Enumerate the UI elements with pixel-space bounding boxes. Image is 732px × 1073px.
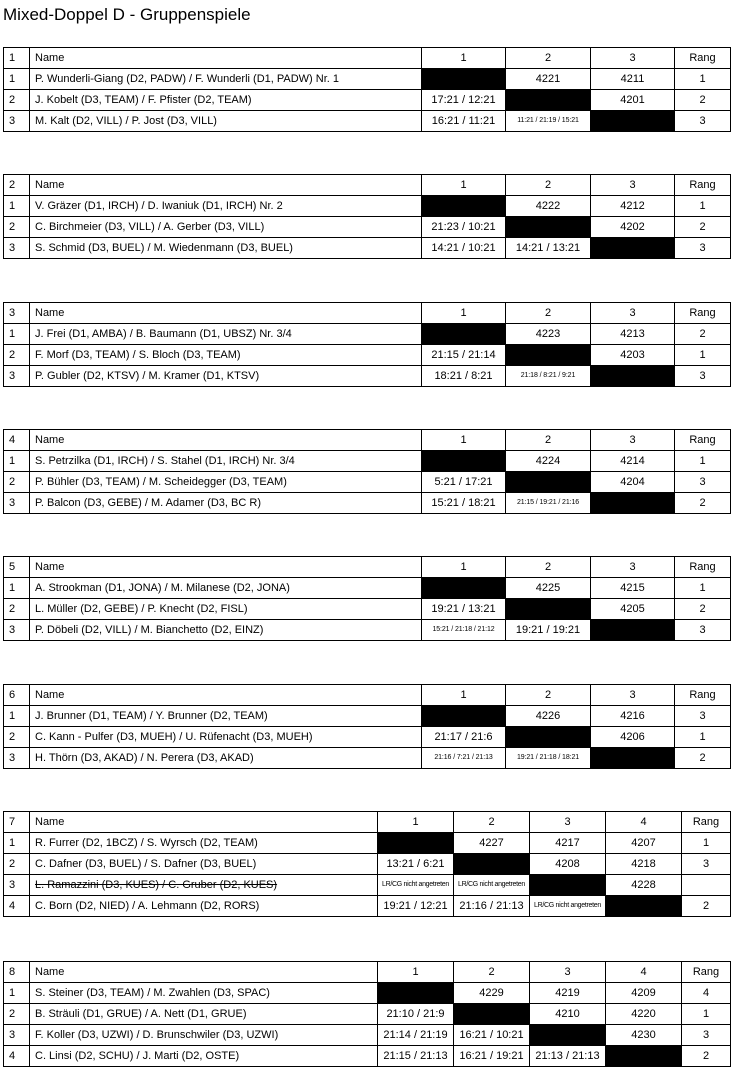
team-name-cell: H. Thörn (D3, AKAD) / N. Perera (D3, AKAD) — [30, 748, 422, 769]
match-result-cell: 21:17 / 21:6 — [422, 727, 506, 748]
rank-cell: 3 — [675, 472, 731, 493]
rank-cell: 1 — [675, 451, 731, 472]
rank-cell — [682, 875, 731, 896]
self-match-cell — [530, 875, 606, 896]
match-result-cell: 4208 — [530, 854, 606, 875]
self-match-cell — [422, 451, 506, 472]
opponent-column-header: 3 — [591, 303, 675, 324]
match-result-cell: 4225 — [506, 578, 591, 599]
opponent-column-header: 2 — [506, 48, 591, 69]
rank-column-header: Rang — [675, 557, 731, 578]
name-column-header: Name — [30, 812, 378, 833]
rank-cell: 2 — [675, 493, 731, 514]
rank-column-header: Rang — [675, 685, 731, 706]
table-row — [4, 1004, 731, 1025]
rank-cell: 3 — [682, 854, 731, 875]
group-number: 5 — [4, 557, 30, 578]
team-name-cell: C. Dafner (D3, BUEL) / S. Dafner (D3, BUEL) — [30, 854, 378, 875]
match-result-cell: 4227 — [454, 833, 530, 854]
group-header-row — [4, 175, 731, 196]
opponent-column-header: 3 — [591, 430, 675, 451]
position-cell: 2 — [4, 599, 30, 620]
opponent-column-header: 1 — [422, 430, 506, 451]
rank-cell: 2 — [675, 90, 731, 111]
match-result-cell: 4212 — [591, 196, 675, 217]
position-cell: 4 — [4, 1046, 30, 1067]
group-number: 4 — [4, 430, 30, 451]
group-table-7 — [3, 811, 731, 917]
rank-cell: 1 — [682, 833, 731, 854]
rank-cell: 2 — [675, 324, 731, 345]
match-result-cell: 4224 — [506, 451, 591, 472]
self-match-cell — [506, 727, 591, 748]
rank-cell: 3 — [675, 366, 731, 387]
name-column-header: Name — [30, 303, 422, 324]
rank-cell: 1 — [675, 578, 731, 599]
match-result-cell: 21:23 / 10:21 — [422, 217, 506, 238]
match-result-cell: 19:21 / 19:21 — [506, 620, 591, 641]
team-name-cell: S. Schmid (D3, BUEL) / M. Wiedenmann (D3, BUEL) — [30, 238, 422, 259]
rank-cell: 3 — [675, 620, 731, 641]
rank-cell: 4 — [682, 983, 731, 1004]
position-cell: 2 — [4, 854, 30, 875]
opponent-column-header: 2 — [506, 430, 591, 451]
opponent-column-header: 2 — [454, 962, 530, 983]
position-cell: 1 — [4, 833, 30, 854]
table-row — [4, 69, 731, 90]
rank-column-header: Rang — [675, 430, 731, 451]
self-match-cell — [378, 983, 454, 1004]
team-name-cell: C. Born (D2, NIED) / A. Lehmann (D2, RORS) — [30, 896, 378, 917]
group-table-1 — [3, 47, 731, 132]
name-column-header: Name — [30, 48, 422, 69]
table-row — [4, 196, 731, 217]
group-header-row — [4, 557, 731, 578]
group-number: 6 — [4, 685, 30, 706]
match-result-cell: 4205 — [591, 599, 675, 620]
name-column-header: Name — [30, 430, 422, 451]
match-result-cell: 4206 — [591, 727, 675, 748]
match-result-cell: 4217 — [530, 833, 606, 854]
opponent-column-header: 3 — [530, 962, 606, 983]
rank-cell: 3 — [675, 706, 731, 727]
team-name-cell: J. Brunner (D1, TEAM) / Y. Brunner (D2, TEAM) — [30, 706, 422, 727]
position-cell: 3 — [4, 748, 30, 769]
opponent-column-header: 3 — [591, 685, 675, 706]
team-name-cell: L. Müller (D2, GEBE) / P. Knecht (D2, FISL) — [30, 599, 422, 620]
table-row — [4, 345, 731, 366]
match-result-cell: LR/CG nicht angetreten — [530, 896, 606, 917]
page-title: Mixed-Doppel D - Gruppenspiele — [3, 5, 251, 24]
opponent-column-header: 1 — [378, 812, 454, 833]
opponent-column-header: 1 — [422, 685, 506, 706]
self-match-cell — [378, 833, 454, 854]
rank-cell: 2 — [682, 896, 731, 917]
match-result-cell: 21:18 / 8:21 / 9:21 — [506, 366, 591, 387]
match-result-cell: 5:21 / 17:21 — [422, 472, 506, 493]
position-cell: 1 — [4, 983, 30, 1004]
match-result-cell: 21:16 / 21:13 — [454, 896, 530, 917]
match-result-cell: 15:21 / 18:21 — [422, 493, 506, 514]
table-row — [4, 983, 731, 1004]
match-result-cell: 19:21 / 13:21 — [422, 599, 506, 620]
match-result-cell: 21:10 / 21:9 — [378, 1004, 454, 1025]
group-number: 7 — [4, 812, 30, 833]
team-name-cell: L. Ramazzini (D3, KUES) / C. Gruber (D2, KUES) — [30, 875, 378, 896]
opponent-column-header: 3 — [591, 48, 675, 69]
table-row — [4, 1025, 731, 1046]
table-row — [4, 578, 731, 599]
team-name-cell: V. Gräzer (D1, IRCH) / D. Iwaniuk (D1, IRCH) Nr. 2 — [30, 196, 422, 217]
position-cell: 3 — [4, 493, 30, 514]
table-row — [4, 324, 731, 345]
table-row — [4, 599, 731, 620]
match-result-cell: 4201 — [591, 90, 675, 111]
match-result-cell: 4203 — [591, 345, 675, 366]
match-result-cell: LR/CG nicht angetreten — [378, 875, 454, 896]
rank-cell: 2 — [675, 217, 731, 238]
match-result-cell: 14:21 / 13:21 — [506, 238, 591, 259]
rank-cell: 2 — [675, 748, 731, 769]
team-name-cell: B. Sträuli (D1, GRUE) / A. Nett (D1, GRUE) — [30, 1004, 378, 1025]
group-header-row — [4, 962, 731, 983]
group-header-row — [4, 303, 731, 324]
match-result-cell: 16:21 / 10:21 — [454, 1025, 530, 1046]
self-match-cell — [591, 493, 675, 514]
opponent-column-header: 4 — [606, 812, 682, 833]
match-result-cell: 4202 — [591, 217, 675, 238]
match-result-cell: 21:16 / 7:21 / 21:13 — [422, 748, 506, 769]
group-header-row — [4, 685, 731, 706]
table-row — [4, 896, 731, 917]
rank-cell: 2 — [675, 599, 731, 620]
team-name-cell: P. Bühler (D3, TEAM) / M. Scheidegger (D3, TEAM) — [30, 472, 422, 493]
self-match-cell — [422, 706, 506, 727]
match-result-cell: 16:21 / 19:21 — [454, 1046, 530, 1067]
match-result-cell: 11:21 / 21:19 / 15:21 — [506, 111, 591, 132]
opponent-column-header: 1 — [422, 303, 506, 324]
match-result-cell: 14:21 / 10:21 — [422, 238, 506, 259]
match-result-cell: LR/CG nicht angetreten — [454, 875, 530, 896]
team-name-cell: J. Kobelt (D3, TEAM) / F. Pfister (D2, TEAM) — [30, 90, 422, 111]
match-result-cell: 4215 — [591, 578, 675, 599]
match-result-cell: 4220 — [606, 1004, 682, 1025]
match-result-cell: 4210 — [530, 1004, 606, 1025]
self-match-cell — [506, 90, 591, 111]
self-match-cell — [422, 196, 506, 217]
name-column-header: Name — [30, 175, 422, 196]
opponent-column-header: 1 — [422, 175, 506, 196]
match-result-cell: 21:15 / 21:13 — [378, 1046, 454, 1067]
position-cell: 1 — [4, 578, 30, 599]
position-cell: 3 — [4, 1025, 30, 1046]
self-match-cell — [606, 896, 682, 917]
rank-cell: 3 — [682, 1025, 731, 1046]
rank-column-header: Rang — [675, 48, 731, 69]
table-row — [4, 366, 731, 387]
match-result-cell: 21:15 / 19:21 / 21:16 — [506, 493, 591, 514]
match-result-cell: 4211 — [591, 69, 675, 90]
match-result-cell: 15:21 / 21:18 / 21:12 — [422, 620, 506, 641]
self-match-cell — [591, 620, 675, 641]
rank-cell: 1 — [675, 69, 731, 90]
opponent-column-header: 2 — [454, 812, 530, 833]
name-column-header: Name — [30, 557, 422, 578]
match-result-cell: 21:15 / 21:14 — [422, 345, 506, 366]
team-name-cell: P. Gubler (D2, KTSV) / M. Kramer (D1, KTSV) — [30, 366, 422, 387]
position-cell: 2 — [4, 727, 30, 748]
table-row — [4, 833, 731, 854]
match-result-cell: 4229 — [454, 983, 530, 1004]
table-row — [4, 875, 731, 896]
table-row — [4, 217, 731, 238]
team-name-cell: M. Kalt (D2, VILL) / P. Jost (D3, VILL) — [30, 111, 422, 132]
match-result-cell: 4226 — [506, 706, 591, 727]
group-table-6 — [3, 684, 731, 769]
opponent-column-header: 2 — [506, 303, 591, 324]
position-cell: 1 — [4, 706, 30, 727]
position-cell: 3 — [4, 366, 30, 387]
opponent-column-header: 3 — [591, 557, 675, 578]
position-cell: 3 — [4, 111, 30, 132]
rank-cell: 1 — [675, 196, 731, 217]
table-row — [4, 238, 731, 259]
position-cell: 4 — [4, 896, 30, 917]
match-result-cell: 4222 — [506, 196, 591, 217]
self-match-cell — [506, 345, 591, 366]
match-result-cell: 4219 — [530, 983, 606, 1004]
self-match-cell — [530, 1025, 606, 1046]
position-cell: 1 — [4, 196, 30, 217]
opponent-column-header: 3 — [530, 812, 606, 833]
table-row — [4, 111, 731, 132]
match-result-cell: 4204 — [591, 472, 675, 493]
opponent-column-header: 1 — [422, 48, 506, 69]
group-table-5 — [3, 556, 731, 641]
group-header-row — [4, 812, 731, 833]
team-name-cell: F. Morf (D3, TEAM) / S. Bloch (D3, TEAM) — [30, 345, 422, 366]
group-header-row — [4, 48, 731, 69]
table-row — [4, 472, 731, 493]
match-result-cell: 13:21 / 6:21 — [378, 854, 454, 875]
table-row — [4, 727, 731, 748]
match-result-cell: 4213 — [591, 324, 675, 345]
position-cell: 3 — [4, 238, 30, 259]
table-row — [4, 1046, 731, 1067]
opponent-column-header: 3 — [591, 175, 675, 196]
opponent-column-header: 1 — [422, 557, 506, 578]
team-name-cell: P. Wunderli-Giang (D2, PADW) / F. Wunderli (D1, PADW) Nr. 1 — [30, 69, 422, 90]
match-result-cell: 4209 — [606, 983, 682, 1004]
position-cell: 2 — [4, 472, 30, 493]
table-row — [4, 90, 731, 111]
table-row — [4, 620, 731, 641]
self-match-cell — [422, 324, 506, 345]
match-result-cell: 4221 — [506, 69, 591, 90]
match-result-cell: 21:13 / 21:13 — [530, 1046, 606, 1067]
self-match-cell — [454, 854, 530, 875]
group-number: 3 — [4, 303, 30, 324]
team-name-cell: R. Furrer (D2, 1BCZ) / S. Wyrsch (D2, TEAM) — [30, 833, 378, 854]
match-result-cell: 17:21 / 12:21 — [422, 90, 506, 111]
position-cell: 1 — [4, 451, 30, 472]
self-match-cell — [606, 1046, 682, 1067]
self-match-cell — [591, 748, 675, 769]
table-row — [4, 854, 731, 875]
team-name-cell: C. Linsi (D2, SCHU) / J. Marti (D2, OSTE) — [30, 1046, 378, 1067]
rank-cell: 3 — [675, 238, 731, 259]
table-row — [4, 748, 731, 769]
position-cell: 2 — [4, 1004, 30, 1025]
self-match-cell — [591, 238, 675, 259]
team-name-cell: S. Petrzilka (D1, IRCH) / S. Stahel (D1, IRCH) Nr. 3/4 — [30, 451, 422, 472]
name-column-header: Name — [30, 962, 378, 983]
rank-column-header: Rang — [675, 303, 731, 324]
team-name-cell: P. Döbeli (D2, VILL) / M. Bianchetto (D2, EINZ) — [30, 620, 422, 641]
rank-cell: 2 — [682, 1046, 731, 1067]
position-cell: 1 — [4, 69, 30, 90]
group-table-3 — [3, 302, 731, 387]
position-cell: 2 — [4, 345, 30, 366]
group-table-2 — [3, 174, 731, 259]
opponent-column-header: 4 — [606, 962, 682, 983]
match-result-cell: 19:21 / 21:18 / 18:21 — [506, 748, 591, 769]
team-name-cell: A. Strookman (D1, JONA) / M. Milanese (D2, JONA) — [30, 578, 422, 599]
self-match-cell — [591, 111, 675, 132]
opponent-column-header: 2 — [506, 175, 591, 196]
self-match-cell — [422, 69, 506, 90]
rank-cell: 1 — [675, 345, 731, 366]
self-match-cell — [454, 1004, 530, 1025]
group-table-8 — [3, 961, 731, 1067]
self-match-cell — [506, 599, 591, 620]
rank-cell: 1 — [675, 727, 731, 748]
team-name-cell: P. Balcon (D3, GEBE) / M. Adamer (D3, BC R) — [30, 493, 422, 514]
name-column-header: Name — [30, 685, 422, 706]
position-cell: 1 — [4, 324, 30, 345]
match-result-cell: 4207 — [606, 833, 682, 854]
match-result-cell: 16:21 / 11:21 — [422, 111, 506, 132]
match-result-cell: 4216 — [591, 706, 675, 727]
self-match-cell — [422, 578, 506, 599]
group-header-row — [4, 430, 731, 451]
self-match-cell — [506, 217, 591, 238]
position-cell: 2 — [4, 90, 30, 111]
match-result-cell: 4223 — [506, 324, 591, 345]
match-result-cell: 18:21 / 8:21 — [422, 366, 506, 387]
group-number: 2 — [4, 175, 30, 196]
team-name-cell: S. Steiner (D3, TEAM) / M. Zwahlen (D3, SPAC) — [30, 983, 378, 1004]
match-result-cell: 4228 — [606, 875, 682, 896]
rank-column-header: Rang — [682, 812, 731, 833]
rank-column-header: Rang — [675, 175, 731, 196]
position-cell: 3 — [4, 620, 30, 641]
group-number: 8 — [4, 962, 30, 983]
position-cell: 3 — [4, 875, 30, 896]
team-name-cell: C. Birchmeier (D3, VILL) / A. Gerber (D3, VILL) — [30, 217, 422, 238]
rank-cell: 3 — [675, 111, 731, 132]
group-number: 1 — [4, 48, 30, 69]
table-row — [4, 451, 731, 472]
table-row — [4, 493, 731, 514]
match-result-cell: 4230 — [606, 1025, 682, 1046]
rank-column-header: Rang — [682, 962, 731, 983]
team-name-cell: C. Kann - Pulfer (D3, MUEH) / U. Rüfenacht (D3, MUEH) — [30, 727, 422, 748]
match-result-cell: 19:21 / 12:21 — [378, 896, 454, 917]
match-result-cell: 4218 — [606, 854, 682, 875]
team-name-cell: F. Koller (D3, UZWI) / D. Brunschwiler (D3, UZWI) — [30, 1025, 378, 1046]
group-table-4 — [3, 429, 731, 514]
rank-cell: 1 — [682, 1004, 731, 1025]
team-name-cell: J. Frei (D1, AMBA) / B. Baumann (D1, UBSZ) Nr. 3/4 — [30, 324, 422, 345]
self-match-cell — [506, 472, 591, 493]
opponent-column-header: 2 — [506, 685, 591, 706]
match-result-cell: 21:14 / 21:19 — [378, 1025, 454, 1046]
opponent-column-header: 1 — [378, 962, 454, 983]
table-row — [4, 706, 731, 727]
self-match-cell — [591, 366, 675, 387]
position-cell: 2 — [4, 217, 30, 238]
match-result-cell: 4214 — [591, 451, 675, 472]
opponent-column-header: 2 — [506, 557, 591, 578]
